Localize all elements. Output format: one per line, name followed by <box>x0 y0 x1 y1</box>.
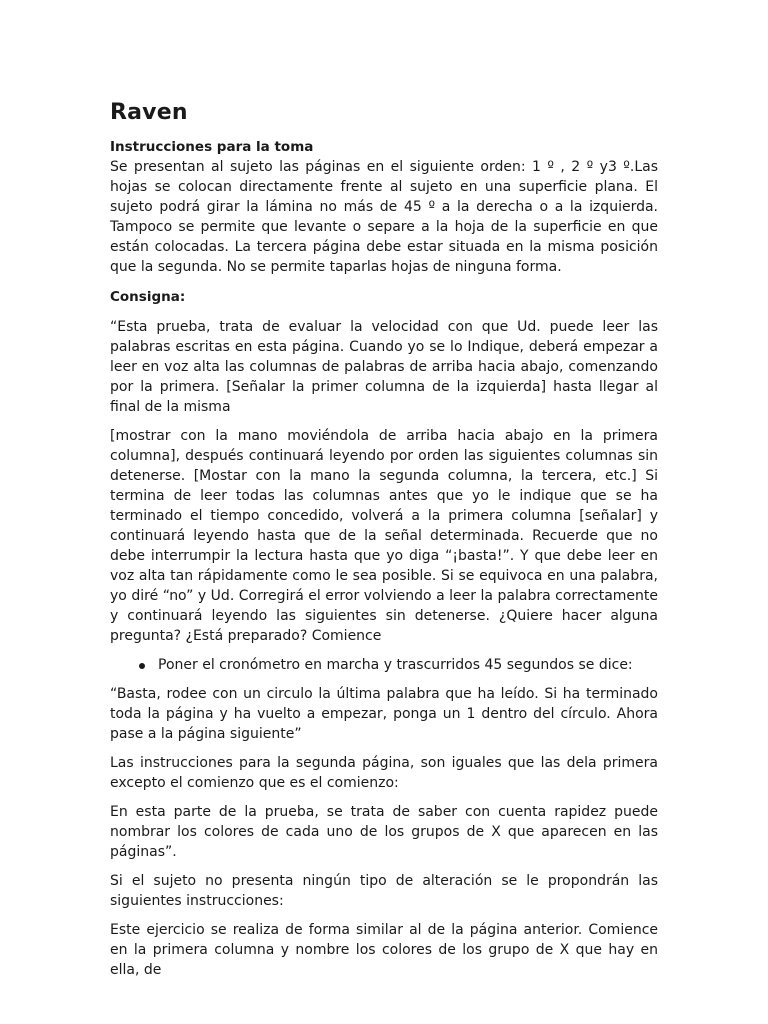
document-title: Raven <box>110 100 188 125</box>
paragraph-5: En esta parte de la prueba, se trata de saber con cuenta rapidez puede nombrar los colores de cada uno de los grupos de X que aparecen en las páginas”. <box>110 804 658 860</box>
paragraph-4: Las instrucciones para la segunda página, son iguales que las dela primera excepto el comienzo que es el comienzo: <box>110 755 658 791</box>
bullet-item: Poner el cronómetro en marcha y trascurridos 45 segundos se dice: <box>158 655 658 675</box>
paragraph-1: “Esta prueba, trata de evaluar la velocidad con que Ud. puede leer las palabras escritas en esta página. Cuando yo se lo Indique, deberá empezar a leer en voz alta las columnas de palabras de arriba hacia abajo, comenzando por la primera. [Señalar la primer columna de la izquierda] hasta llegar al final de la misma <box>110 319 658 415</box>
paragraph-2: [mostrar con la mano moviéndola de arriba hacia abajo en la primera columna], después continuará leyendo por orden las siguientes columnas sin detenerse. [Mostar con la mano la segunda columna, la tercera, etc.] Si termina de leer todas las columnas antes que yo le indique que se ha terminado el tiempo concedido, volverá a la primera columna [señalar] y continuará leyendo hasta que de la señal determinada. Recuerde que no debe interrumpir la lectura hasta que yo diga “¡basta!”. Y que debe leer en voz alta tan rápidamente como le sea posible. Si se equivoca en una palabra, yo diré “no” y Ud. Corregirá el error volviendo a leer la palabra correctamente y continuará leyendo las siguientes sin detenerse. ¿Quiere hacer alguna pregunta? ¿Está preparado? Comience <box>110 428 658 644</box>
consigna-label: Consigna: <box>110 289 186 305</box>
paragraph-7: Este ejercicio se realiza de forma similar al de la página anterior. Comience en la primera columna y nombre los colores de los grupo de X que hay en ella, de <box>110 922 658 978</box>
paragraph-6: Si el sujeto no presenta ningún tipo de alteración se le propondrán las siguientes instrucciones: <box>110 873 658 909</box>
intro-paragraph: Se presentan al sujeto las páginas en el siguiente orden: 1 º , 2 º y3 º.Las hojas se colocan directamente frente al sujeto en una superficie plana. El sujeto podrá girar la lámina no más de 45 º a la derecha o a la izquierda. Tampoco se permite que levante o separe a la hoja de la superficie en que están colocadas. La tercera página debe estar situada en la misma posición que la segunda. No se permite taparlas hojas de ninguna forma. <box>110 159 658 275</box>
section-heading: Instrucciones para la toma <box>110 139 314 155</box>
bullet-list <box>110 655 658 675</box>
paragraph-3: “Basta, rodee con un circulo la última palabra que ha leído. Si ha terminado toda la página y ha vuelto a empezar, ponga un 1 dentro del círculo. Ahora pase a la página siguiente” <box>110 686 658 742</box>
